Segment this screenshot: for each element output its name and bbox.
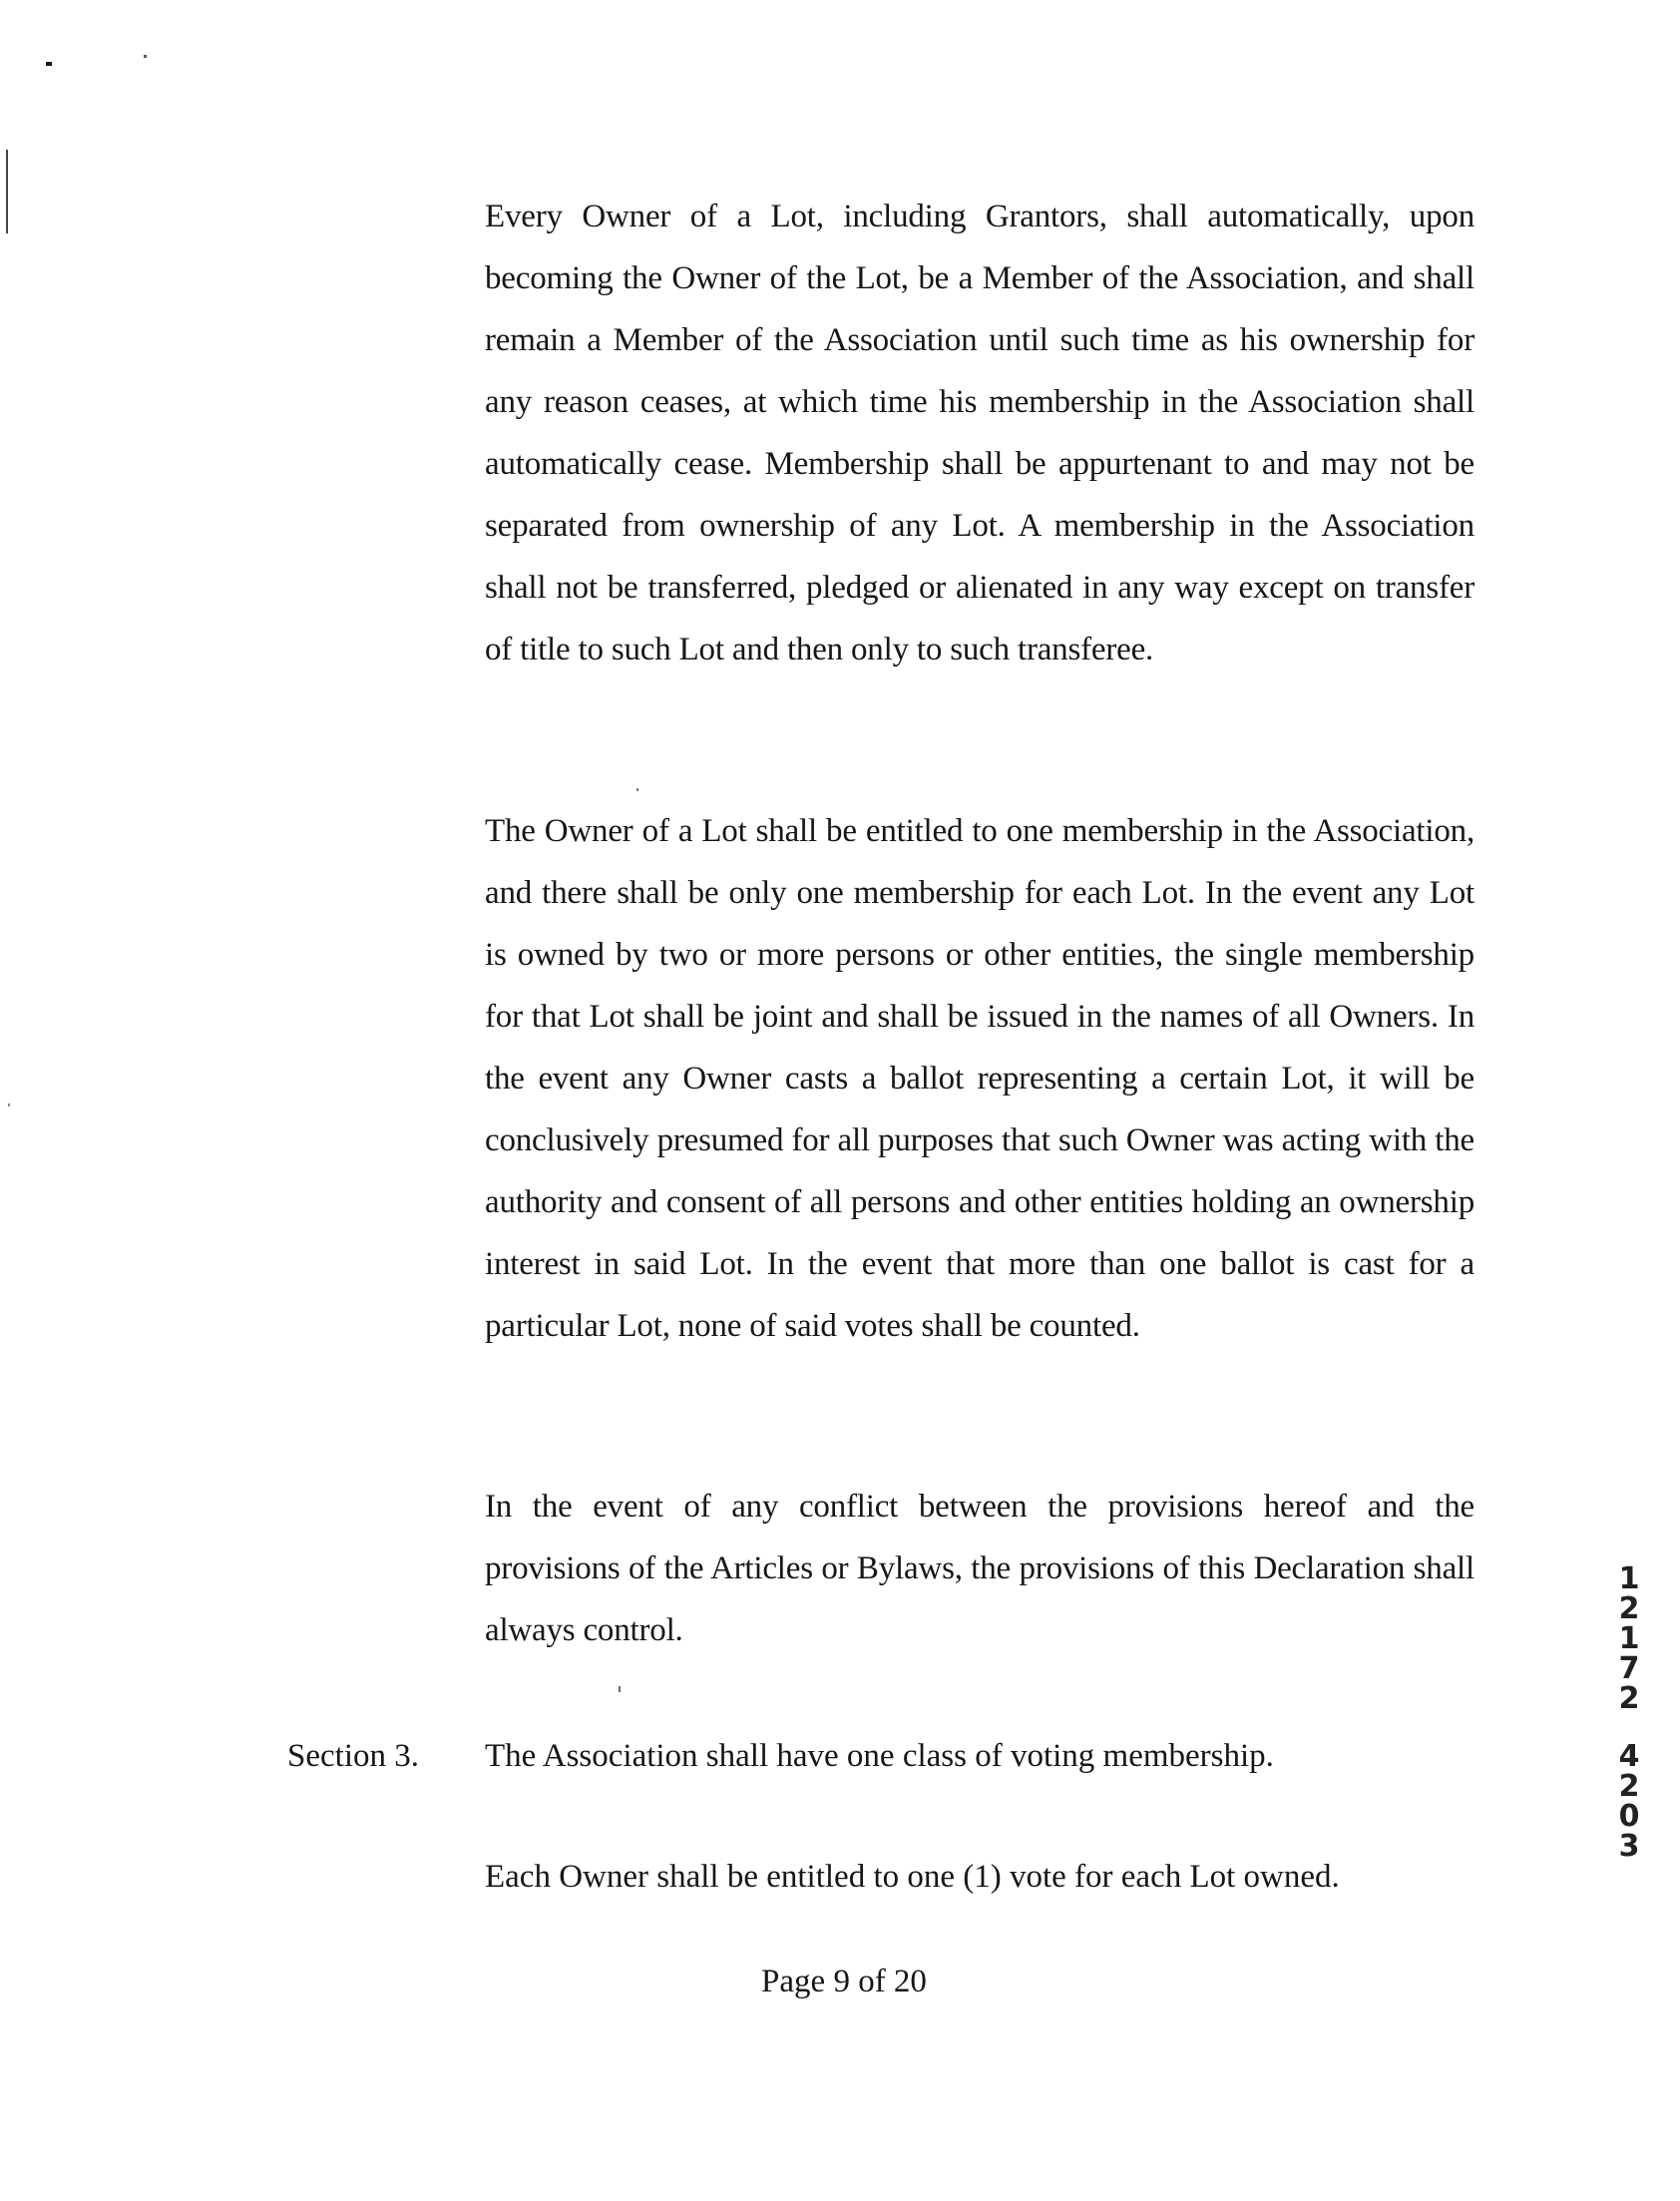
stamp-digit: 3 (1618, 1829, 1640, 1864)
scan-artifact-dot (619, 1686, 621, 1692)
scan-artifact-dot (46, 62, 52, 66)
section-3-text: The Association shall have one class of voting membership. (485, 1738, 1274, 1774)
vote-entitlement-text: Each Owner shall be entitled to one (1) vote for each Lot owned. (485, 1859, 1340, 1895)
stamp-digit: 7 (1618, 1651, 1640, 1686)
stamp-digit: 4 (1618, 1739, 1640, 1774)
scan-artifact-dot (144, 55, 147, 58)
scan-artifact-bar (6, 150, 8, 233)
page-number: Page 9 of 20 (761, 1964, 927, 1999)
scan-artifact-dot (8, 1103, 10, 1106)
joint-ownership-paragraph: The Owner of a Lot shall be entitled to one membership in the Association, and there shall be only one membership for each Lot. In the event any Lot is owned by two or more persons or other entities, the single membership for that Lot shall be joint and shall be issued in the names of all Owners. In the event any Owner casts a ballot representing a certain Lot, it will be conclusively presumed for all purposes that such Owner was acting with the authority and consent of all persons and other entities holding an ownership interest in said Lot. In the event that more than one ballot is cast for a particular Lot, none of said votes shall be counted. (485, 813, 1474, 1344)
section-3-label: Section 3. (287, 1738, 419, 1774)
scan-artifact-dot (636, 788, 638, 791)
conflict-paragraph: In the event of any conflict between the provisions hereof and the provisions of the Articles or Bylaws, the provisions of this Declaration shall always control. (485, 1489, 1474, 1648)
stamp-digit: 1 (1618, 1561, 1640, 1596)
membership-paragraph: Every Owner of a Lot, including Grantors, shall automatically, upon becoming the Owner of the Lot, be a Member of the Association, and shall remain a Member of the Association until such time as his ownership for any reason ceases, at which time his membership in the Association shall automatically cease. Membership shall be appurtenant to and may not be separated from ownership of any Lot. A membership in the Association shall not be transferred, pledged or alienated in any way except on transfer of title to such Lot and then only to such transferee. (485, 199, 1474, 667)
stamp-digit: 2 (1618, 1681, 1640, 1716)
recording-number-stamp (1618, 1561, 1640, 1864)
stamp-digit: 0 (1618, 1799, 1640, 1834)
stamp-digit: 2 (1618, 1769, 1640, 1804)
stamp-digit: 2 (1618, 1591, 1640, 1626)
stamp-digit: 1 (1618, 1621, 1640, 1656)
